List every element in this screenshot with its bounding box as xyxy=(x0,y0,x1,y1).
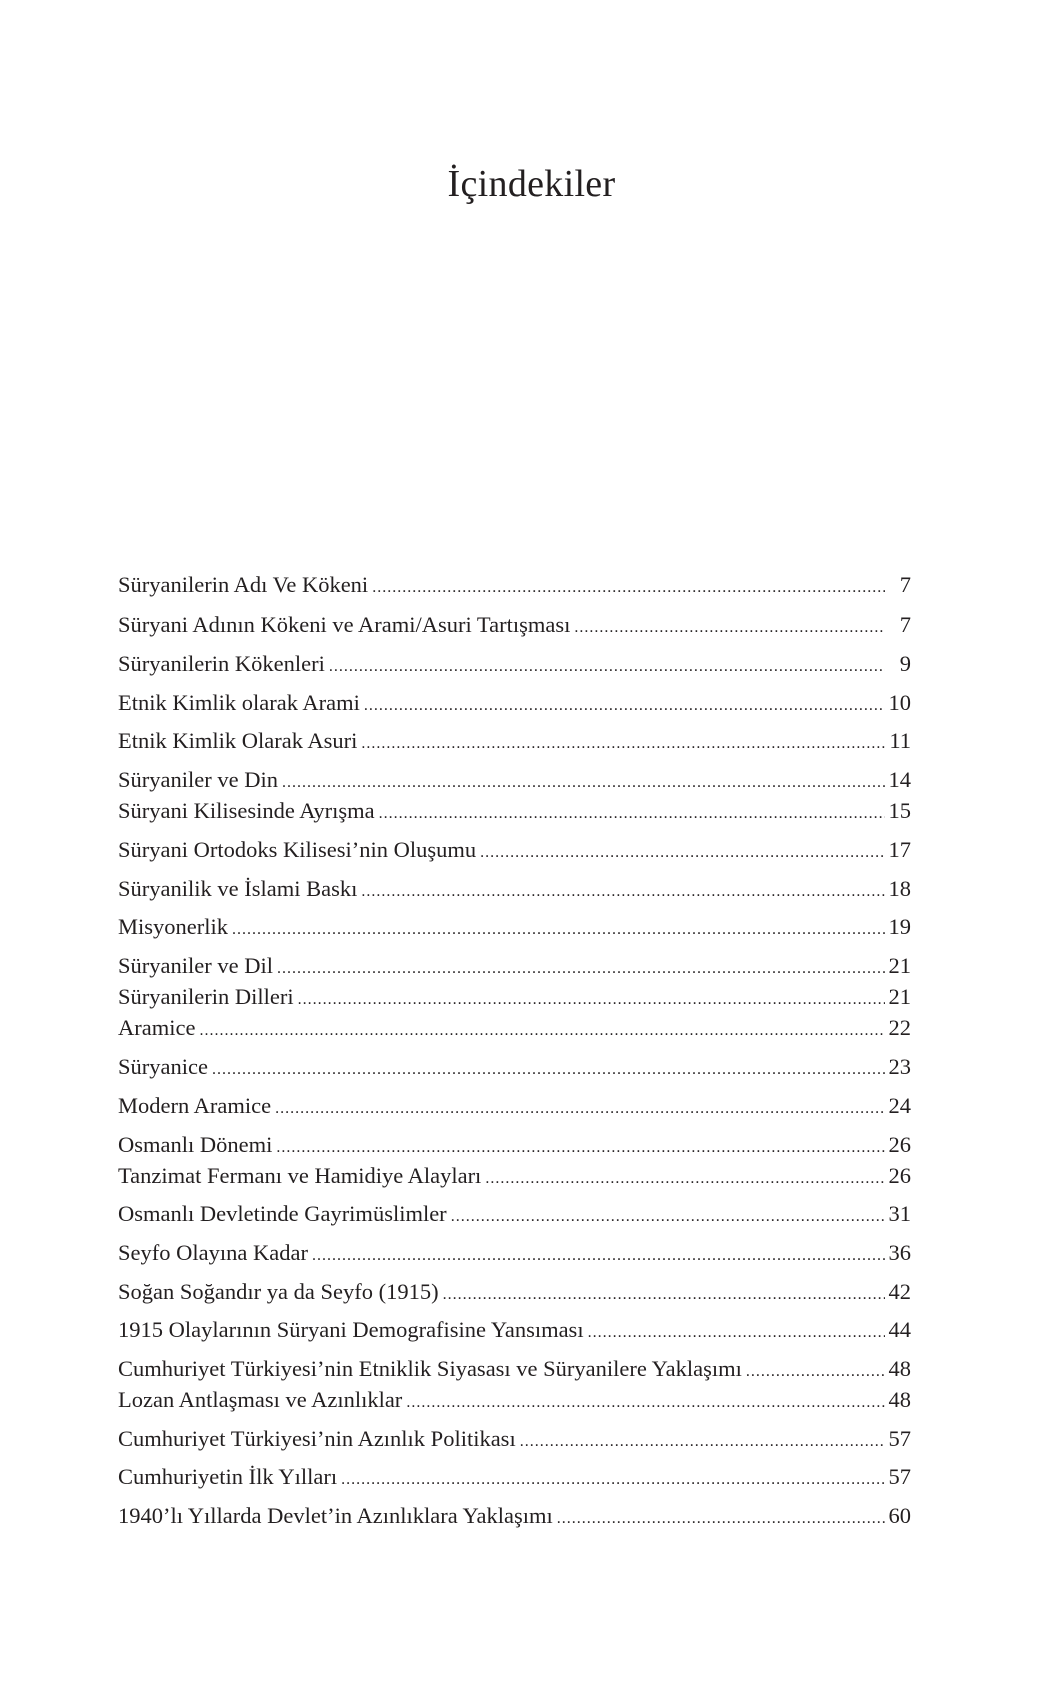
toc-entry xyxy=(118,797,911,828)
toc-page-number: 18 xyxy=(888,876,911,901)
toc-entry xyxy=(118,689,911,720)
toc-page-number: 21 xyxy=(888,984,911,1009)
toc-entry-title: Lozan Antlaşması ve Azınlıklar xyxy=(118,1387,403,1412)
toc-entry xyxy=(118,1200,911,1231)
toc-entry-title: Süryanilerin Kökenleri xyxy=(118,651,325,676)
toc-entry xyxy=(118,1053,911,1084)
toc-dot-leader xyxy=(480,839,884,867)
toc-page-number: 10 xyxy=(888,690,911,715)
toc-page-number: 7 xyxy=(899,572,911,597)
toc-entry xyxy=(118,1355,911,1386)
toc-dot-leader xyxy=(275,1095,884,1123)
toc-dot-leader xyxy=(406,1389,884,1417)
toc-entry xyxy=(118,1131,911,1162)
toc-page-number: 14 xyxy=(888,767,911,792)
toc-dot-leader xyxy=(746,1358,885,1386)
toc-page-number: 57 xyxy=(888,1464,911,1489)
toc-page-number: 7 xyxy=(899,612,911,637)
toc-dot-leader xyxy=(312,1242,885,1270)
toc-entry xyxy=(118,952,911,983)
toc-entry-title: Süryani Kilisesinde Ayrışma xyxy=(118,798,375,823)
toc-entry xyxy=(118,1316,911,1347)
toc-page-number: 17 xyxy=(888,837,911,862)
toc-page-number: 15 xyxy=(888,798,911,823)
toc-dot-leader xyxy=(520,1428,885,1456)
toc-page-number: 11 xyxy=(889,728,911,753)
toc-page-number: 48 xyxy=(888,1356,911,1381)
toc-dot-leader xyxy=(329,653,885,681)
toc-dot-leader xyxy=(277,955,885,983)
toc-entry-title: Süryanilerin Dilleri xyxy=(118,984,294,1009)
toc-entry xyxy=(118,571,911,602)
toc-dot-leader xyxy=(298,986,885,1014)
toc-page-number: 36 xyxy=(888,1240,911,1265)
toc-entry xyxy=(118,727,911,758)
toc-entry-title: Süryaniler ve Din xyxy=(118,767,278,792)
toc-page-number: 21 xyxy=(888,953,911,978)
toc-page-number: 60 xyxy=(888,1503,911,1528)
toc-entry xyxy=(118,836,911,867)
toc-dot-leader xyxy=(276,1134,884,1162)
toc-dot-leader xyxy=(485,1165,884,1193)
toc-page-number: 9 xyxy=(899,651,911,676)
toc-page-number: 44 xyxy=(888,1317,911,1342)
toc-entry xyxy=(118,1386,911,1417)
toc-entry-title: Süryaniler ve Dil xyxy=(118,953,273,978)
toc-entry-title: Osmanlı Dönemi xyxy=(118,1132,273,1157)
toc-page-number: 26 xyxy=(888,1132,911,1157)
toc-entry-title: 1915 Olaylarının Süryani Demografisine Yansıması xyxy=(118,1317,584,1342)
toc-dot-leader xyxy=(451,1203,885,1231)
page-title: İçindekiler xyxy=(447,163,616,205)
toc-entry-title: Süryani Adının Kökeni ve Arami/Asuri Tartışması xyxy=(118,612,571,637)
toc-entry-title: Misyonerlik xyxy=(118,914,228,939)
toc-entry xyxy=(118,650,911,681)
toc-page-number: 57 xyxy=(888,1426,911,1451)
toc-entry xyxy=(118,1278,911,1309)
toc-dot-leader xyxy=(199,1017,884,1045)
toc-entry xyxy=(118,1502,911,1533)
toc-entry-title: Süryanilik ve İslami Baskı xyxy=(118,876,358,901)
toc-entry-title: Cumhuriyet Türkiyesi’nin Etniklik Siyasası ve Süryanilere Yaklaşımı xyxy=(118,1356,742,1381)
toc-entry xyxy=(118,611,911,642)
toc-entry-title: Süryanice xyxy=(118,1054,208,1079)
toc-dot-leader xyxy=(379,800,885,828)
toc-page-number: 19 xyxy=(888,914,911,939)
toc-dot-leader xyxy=(212,1056,885,1084)
toc-entry-title: 1940’lı Yıllarda Devlet’in Azınlıklara Yaklaşımı xyxy=(118,1503,553,1528)
toc-dot-leader xyxy=(282,769,885,797)
toc-page-number: 26 xyxy=(888,1163,911,1188)
toc-entry xyxy=(118,913,911,944)
toc-entry xyxy=(118,766,911,797)
toc-dot-leader xyxy=(341,1466,884,1494)
toc-dot-leader xyxy=(361,878,884,906)
toc-page-number: 48 xyxy=(888,1387,911,1412)
toc-dot-leader xyxy=(232,916,885,944)
toc-dot-leader xyxy=(364,692,885,720)
toc-entry xyxy=(118,1463,911,1494)
toc-entry-title: Cumhuriyetin İlk Yılları xyxy=(118,1464,338,1489)
toc-entry xyxy=(118,983,911,1014)
toc-entry-title: Süryani Ortodoks Kilisesi’nin Oluşumu xyxy=(118,837,477,862)
toc-page-number: 22 xyxy=(888,1015,911,1040)
toc-dot-leader xyxy=(588,1319,885,1347)
table-of-contents xyxy=(118,571,911,1533)
toc-entry-title: Osmanlı Devletinde Gayrimüslimler xyxy=(118,1201,447,1226)
toc-entry-title: Soğan Soğandır ya da Seyfo (1915) xyxy=(118,1279,439,1304)
toc-dot-leader xyxy=(372,574,885,602)
toc-dot-leader xyxy=(557,1505,885,1533)
toc-dot-leader xyxy=(574,614,885,642)
toc-entry xyxy=(118,1014,911,1045)
toc-page-number: 42 xyxy=(888,1279,911,1304)
toc-page-number: 23 xyxy=(888,1054,911,1079)
toc-entry xyxy=(118,1239,911,1270)
toc-entry-title: Etnik Kimlik olarak Arami xyxy=(118,690,360,715)
toc-page-number: 24 xyxy=(888,1093,911,1118)
toc-entry-title: Modern Aramice xyxy=(118,1093,272,1118)
toc-entry-title: Süryanilerin Adı Ve Kökeni xyxy=(118,572,369,597)
toc-entry xyxy=(118,1425,911,1456)
toc-entry-title: Etnik Kimlik Olarak Asuri xyxy=(118,728,358,753)
toc-page-number: 31 xyxy=(888,1201,911,1226)
toc-dot-leader xyxy=(443,1281,885,1309)
toc-entry xyxy=(118,875,911,906)
toc-entry-title: Aramice xyxy=(118,1015,196,1040)
toc-entry-title: Cumhuriyet Türkiyesi’nin Azınlık Politikası xyxy=(118,1426,516,1451)
toc-entry xyxy=(118,1092,911,1123)
toc-entry-title: Tanzimat Fermanı ve Hamidiye Alayları xyxy=(118,1163,482,1188)
toc-entry xyxy=(118,1162,911,1193)
toc-dot-leader xyxy=(361,730,885,758)
toc-entry-title: Seyfo Olayına Kadar xyxy=(118,1240,308,1265)
